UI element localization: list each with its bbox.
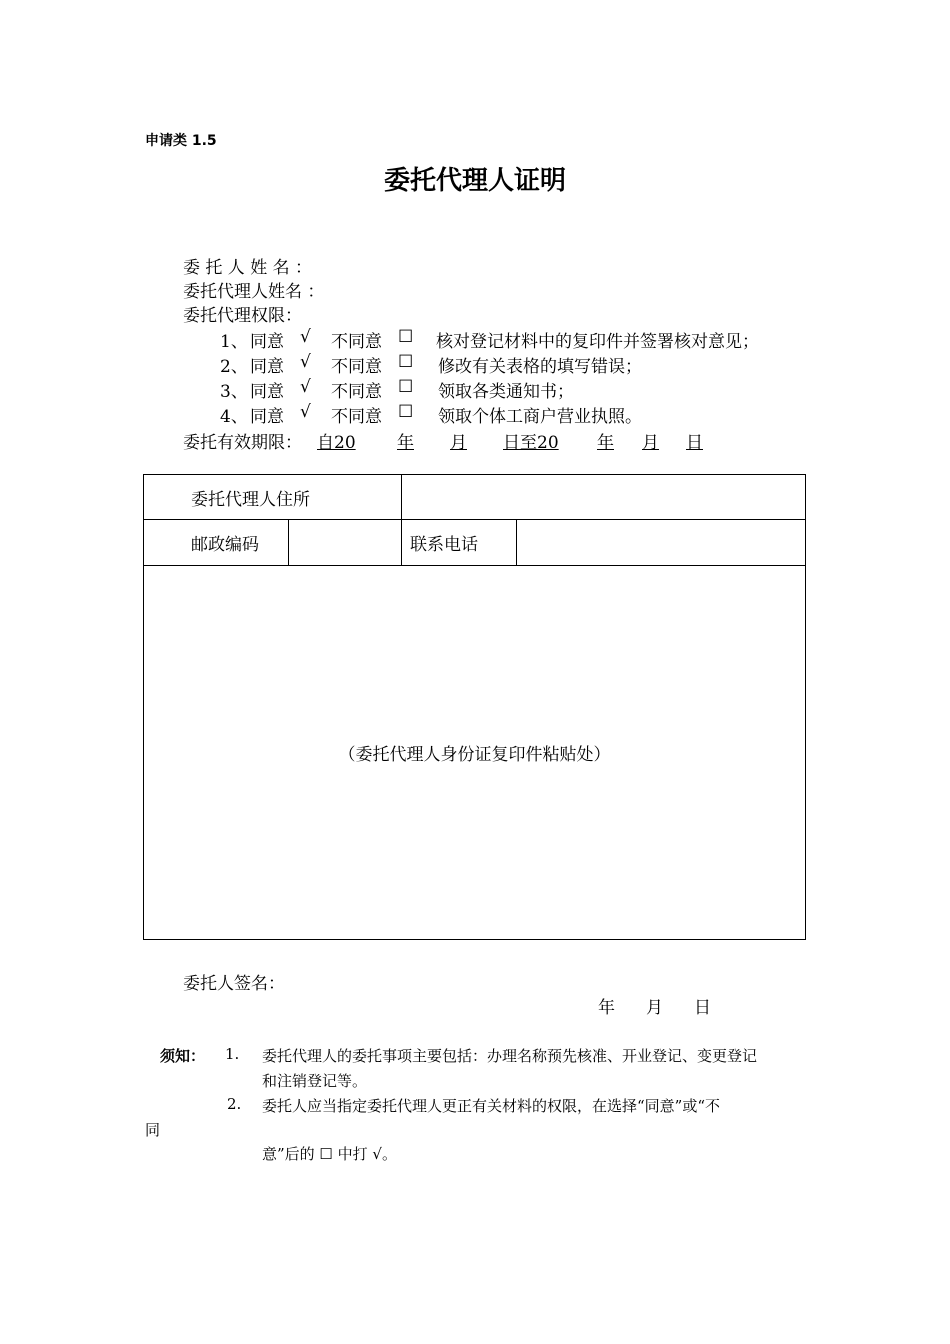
notice-label: 须知： <box>160 1047 206 1065</box>
notice-number: 2. <box>227 1095 242 1113</box>
validity-month-end: 月 <box>642 433 659 453</box>
form-code: 申请类 1.5 <box>145 133 217 149</box>
disagree-label: 不同意 <box>331 332 382 352</box>
checkbox-icon[interactable]: ☐ <box>398 327 414 347</box>
checkbox-icon[interactable]: ☐ <box>398 352 414 372</box>
signature-year: 年 <box>598 998 615 1018</box>
checkbox-icon[interactable]: ☐ <box>398 377 414 397</box>
validity-from: 自20 <box>317 433 356 453</box>
permission-text: 领取各类通知书； <box>438 382 574 402</box>
document-title: 委托代理人证明 <box>383 166 566 196</box>
notice-text: 委托人应当指定委托代理人更正有关材料的权限，在选择“同意”或“不 <box>262 1097 721 1115</box>
notice-text: 意”后的 ☐ 中打 √。 <box>262 1145 397 1163</box>
agree-label: 同意 <box>250 407 284 427</box>
permission-text: 修改有关表格的填写错误； <box>438 357 642 377</box>
permission-number: 4、 <box>220 407 248 427</box>
postcode-label: 邮政编码 <box>144 520 289 566</box>
signature-label: 委托人签名： <box>183 974 285 994</box>
id-copy-paste-area[interactable] <box>144 566 806 940</box>
address-value-cell[interactable] <box>402 475 806 520</box>
permission-number: 2、 <box>220 357 248 377</box>
authority-label: 委托代理权限： <box>183 306 302 326</box>
address-label: 委托代理人住所 <box>144 475 402 520</box>
permission-number: 1、 <box>220 332 248 352</box>
disagree-label: 不同意 <box>331 407 382 427</box>
agent-name-field: 委托代理人姓名 ： <box>183 282 325 302</box>
agent-info-table <box>143 474 806 940</box>
agree-label: 同意 <box>250 382 284 402</box>
notice-text: 委托代理人的委托事项主要包括：办理名称预先核准、开业登记、变更登记 <box>262 1047 758 1065</box>
permission-number: 3、 <box>220 382 248 402</box>
permission-text: 核对登记材料中的复印件并签署核对意见； <box>436 332 759 352</box>
notice-text: 同 <box>145 1121 161 1139</box>
disagree-label: 不同意 <box>331 382 382 402</box>
agree-label: 同意 <box>250 332 284 352</box>
agree-label: 同意 <box>250 357 284 377</box>
validity-to: 日至20 <box>503 433 559 453</box>
check-mark-icon[interactable]: √ <box>300 352 311 372</box>
validity-label: 委托有效期限： <box>183 433 302 453</box>
check-mark-icon[interactable]: √ <box>300 377 311 397</box>
principal-name-field: 委 托 人 姓 名 ： <box>183 258 313 278</box>
id-paste-label: （委托代理人身份证复印件粘贴处） <box>338 745 611 765</box>
phone-label: 联系电话 <box>402 520 517 566</box>
check-mark-icon[interactable]: √ <box>300 327 311 347</box>
notice-number: 1. <box>225 1045 240 1063</box>
disagree-label: 不同意 <box>331 357 382 377</box>
phone-value-cell[interactable] <box>517 520 806 566</box>
check-mark-icon[interactable]: √ <box>300 402 311 422</box>
validity-month: 月 <box>450 433 467 453</box>
validity-year: 年 <box>397 433 414 453</box>
validity-day-end: 日 <box>686 433 703 453</box>
validity-year-end: 年 <box>597 433 614 453</box>
signature-month: 月 <box>646 998 663 1018</box>
postcode-value-cell[interactable] <box>289 520 402 566</box>
checkbox-icon[interactable]: ☐ <box>398 402 414 422</box>
permission-text: 领取个体工商户营业执照。 <box>438 407 642 427</box>
signature-day: 日 <box>694 998 711 1018</box>
notice-text: 和注销登记等。 <box>262 1072 368 1090</box>
